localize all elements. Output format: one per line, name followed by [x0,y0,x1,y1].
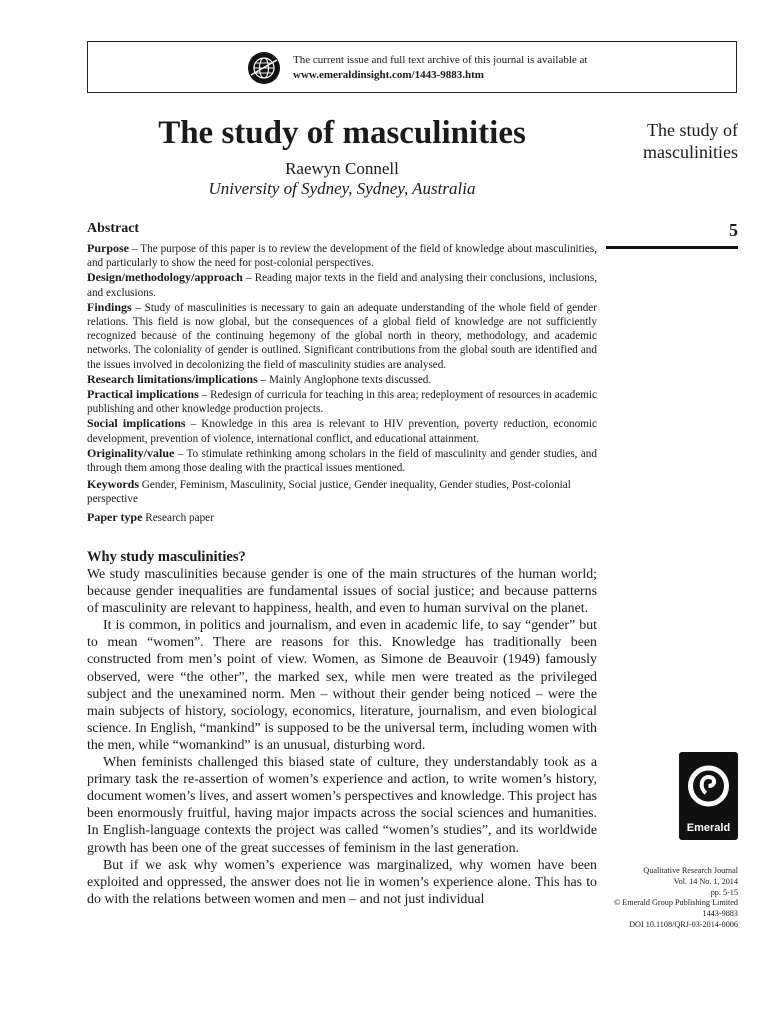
practical-text: – Redesign of curricula for teaching in this area; redeployment of resources in academic publishing and other knowledge production projects. [87,389,597,416]
paper-type-text: Research paper [142,511,214,524]
originality-text: – To stimulate rethinking among scholars in the field of masculinity and gender studies, and through them among those dealing with the practical issues mentioned. [87,447,597,475]
abstract-design [87,270,597,299]
journal-doi: DOI 10.1108/QRJ-03-2014-0006 [629,919,738,929]
journal-volume: Vol. 14 No. 1, 2014 [673,876,738,886]
purpose-text: – The purpose of this paper is to review the development of the field of knowledge about masculinities, and particularly to show the need for post-colonial perspectives. [87,243,597,270]
author-name: Raewyn Connell [285,159,399,178]
author-affiliation: University of Sydney, Sydney, Australia [208,179,476,198]
journal-pages: pp. 5-15 [710,887,738,897]
page-number: 5 [729,220,738,240]
findings-label: Findings [87,299,132,314]
body-paragraph: It is common, in politics and journalism, and even in academic life, to say “gender” but to mean “women”. There are reasons for this. Knowledge has traditionally been constructed from men’s point of view. Women, as Simone de Beauvoir (1949) famously observed, were “the other”, the marked sex, while men were treated as the privileged subject and the unexamined norm. Men – without their gender being noticed – were the main subjects of history, sociology, economics, literature, journalism, and even biological science. In English, “mankind” is supposed to be the universal term, including women with the men, while “womankind” is an unusual, disturbing word. [87,618,597,753]
body-paragraph: We study masculinities because gender is one of the main structures of the human world; because gender inequalities are fundamental issues of social justice; and because patterns of masculinity are relevant to happiness, health, and even to human survival on the planet. [87,567,597,617]
emerald-swirl-icon [685,760,732,816]
limitations-label: Research limitations/implications [87,371,258,386]
abstract [87,220,597,525]
purpose-label: Purpose [87,241,129,255]
globe-icon [247,51,281,85]
abstract-social [87,416,597,445]
journal-url-link[interactable]: www.emeraldinsight.com/1443-9883.htm [293,69,484,81]
body-text [87,566,597,908]
keywords-label: Keywords [87,477,139,492]
limitations-text: – Mainly Anglophone texts discussed. [257,373,432,386]
body-paragraph: When feminists challenged this biased state of culture, they understandably took as a primary task the re-assertion of women’s experience and action, to write women’s history, document women’s lives, and assert women’s perspectives and knowledge. This project has been enormously fruitful, having major impacts across the social sciences and humanities. In English-language contexts the project was called “women’s studies”, and its worldwide growth has been one of the great successes of feminism in the last generation. [87,755,597,856]
design-text: – Reading major texts in the field and analysing their conclusions, inclusions, and exclusions. [87,272,597,299]
emerald-logo [679,752,738,840]
abstract-originality [87,446,597,475]
availability-line: The current issue and full text archive of this journal is available at [293,54,588,66]
journal-name: Qualitative Research Journal [643,866,738,875]
findings-text: – Study of masculinities is necessary to gain an adequate understanding of the whole field of gender relations. This field is now global, but the consequences of a global field of knowledge are not sufficiently recognized because of the continuing hegemony of the global north in theory, methodology, and academic networks. The coloniality of gender is outlined. Significant contributions from the global south are identified and the issues involved in decolonizing the field of masculinity studies are analysed. [87,301,597,371]
section-heading: Why study masculinities? [87,549,246,565]
social-text: – Knowledge in this area is relevant to HIV prevention, poverty reduction, economic development, prevention of violence, international conflict, and educational attainment. [87,418,598,445]
keywords [87,477,597,506]
body-paragraph: But if we ask why women’s experience was marginalized, why women have been exploited and oppressed, the answer does not lie in women’s experience alone. This has to do with the relations between women and men – and not just individual [87,857,597,907]
paper-type-label: Paper type [87,509,143,524]
practical-label: Practical implications [87,387,199,402]
running-title: The study of masculinities [643,120,738,162]
availability-text [293,53,587,83]
abstract-purpose [87,241,597,270]
abstract-findings [87,300,597,372]
social-label: Social implications [87,416,186,431]
abstract-limitations [87,372,597,387]
journal-copyright: © Emerald Group Publishing Limited [613,898,738,908]
paper-type [87,510,597,525]
keywords-text: Gender, Feminism, Masculinity, Social justice, Gender inequality, Gender studies, Post-colonial perspective [87,479,571,506]
emerald-wordmark: Emerald [686,822,731,834]
design-label: Design/methodology/approach [87,270,243,285]
journal-issn: 1443-9883 [702,909,738,919]
article-title: The study of masculinities [158,115,526,151]
journal-info [560,866,738,931]
journal-availability-box [87,41,737,93]
originality-label: Originality/value [87,445,175,460]
abstract-practical [87,387,597,416]
page-number-rule [606,246,738,249]
abstract-heading: Abstract [87,221,140,236]
